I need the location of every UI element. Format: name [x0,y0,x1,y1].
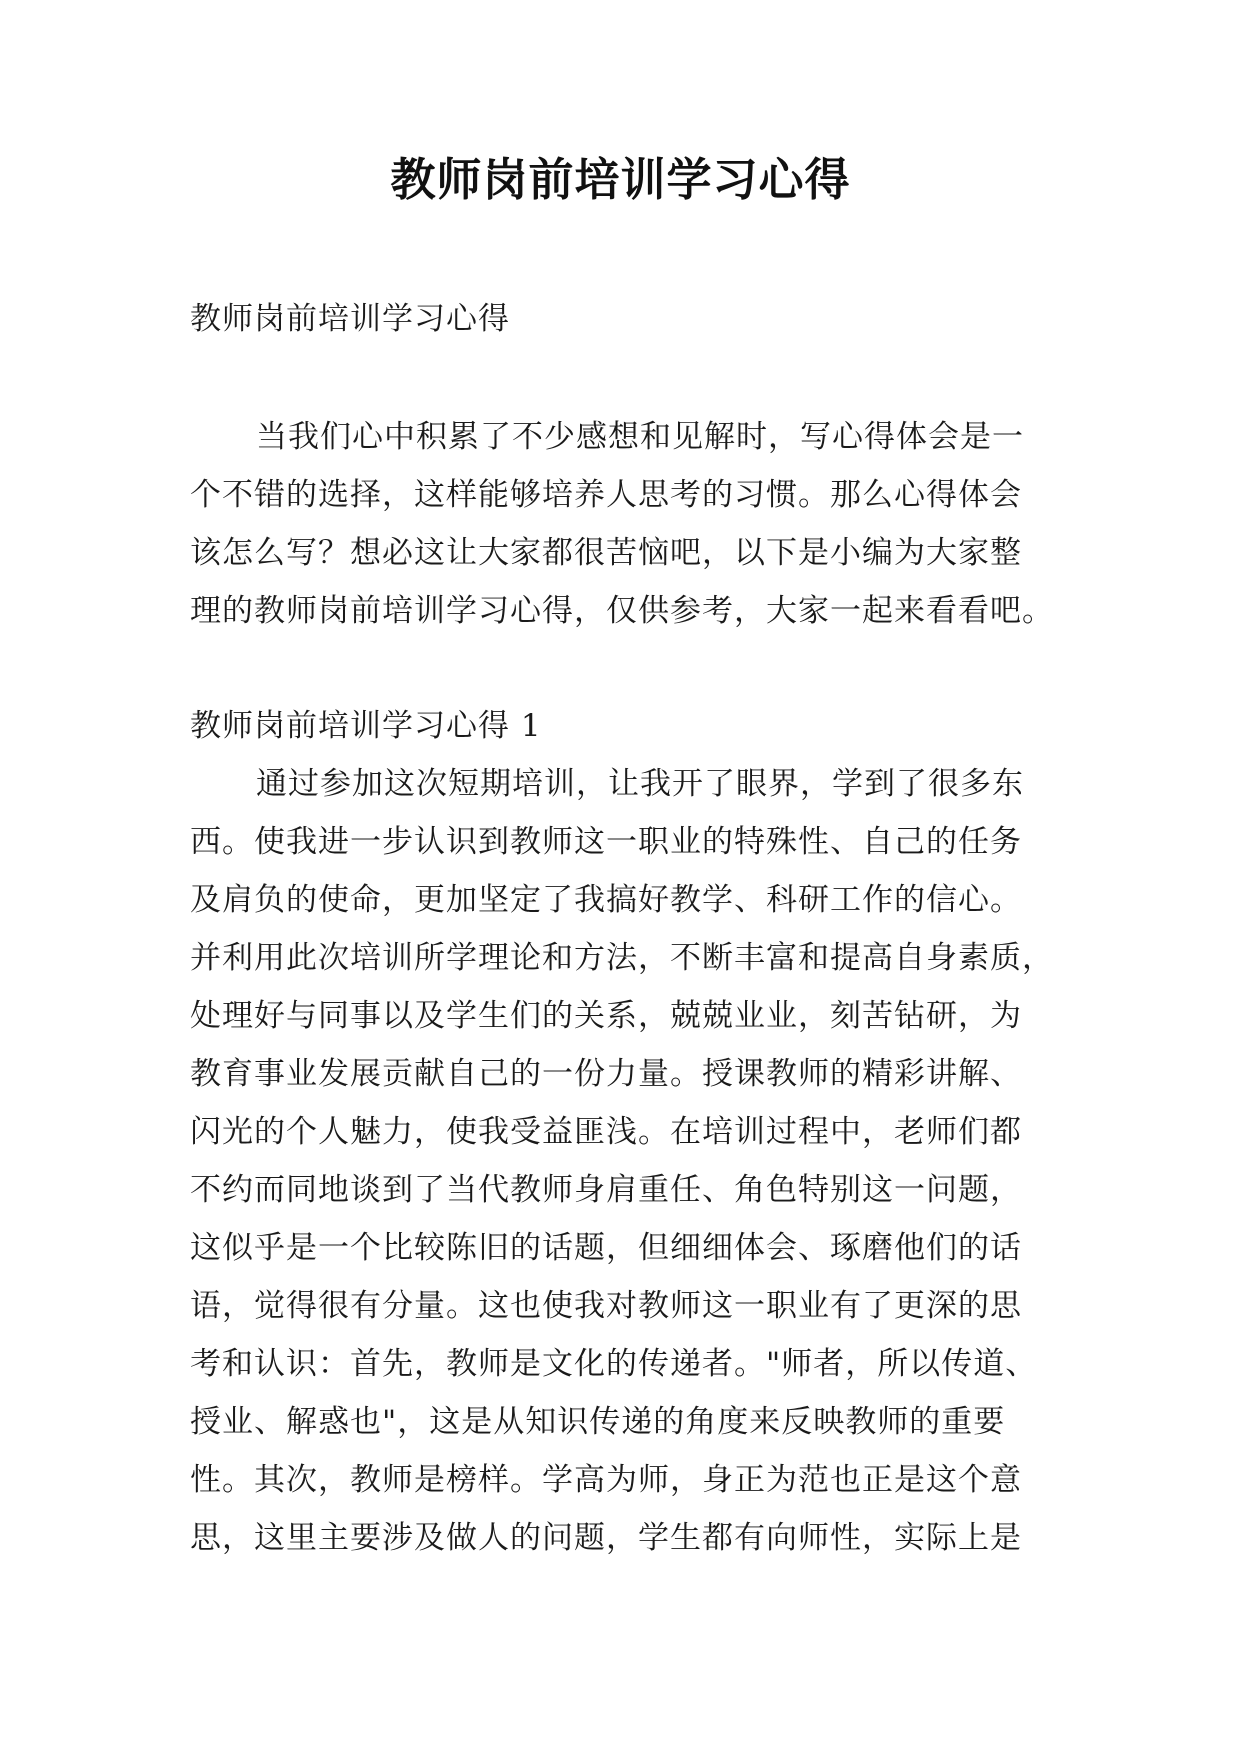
paragraph-line: 当我们心中积累了不少感想和见解时，写心得体会是一 [256,419,1024,455]
paragraph-line: 通过参加这次短期培训，让我开了眼界，学到了很多东 [256,766,1024,802]
document-title: 教师岗前培训学习心得 [390,153,851,206]
paragraph-line: 授业、解惑也"，这是从知识传递的角度来反映教师的重要 [190,1404,1006,1440]
paragraph-line: 语，觉得很有分量。这也使我对教师这一职业有了更深的思 [190,1288,1022,1324]
section-heading [190,697,1056,755]
paragraph-line: 及肩负的使命，更加坚定了我搞好教学、科研工作的信心。 [190,882,1022,918]
paragraph-line: 并利用此次培训所学理论和方法，不断丰富和提高自身素质， [190,940,1054,976]
paragraph-line: 考和认识：首先，教师是文化的传递者。"师者，所以传道、 [190,1346,1038,1382]
paragraph-line: 性。其次，教师是榜样。学高为师，身正为范也正是这个意 [190,1462,1022,1498]
section-heading-text: 教师岗前培训学习心得 1 [190,708,542,744]
paragraph-line: 这似乎是一个比较陈旧的话题，但细细体会、琢磨他们的话 [190,1230,1022,1266]
paragraph-line: 个不错的选择，这样能够培养人思考的习惯。那么心得体会 [190,477,1022,513]
paragraph-line: 思，这里主要涉及做人的问题，学生都有向师性，实际上是 [190,1520,1022,1556]
section-paragraph [190,755,1056,1567]
paragraph-line: 教育事业发展贡献自己的一份力量。授课教师的精彩讲解、 [190,1056,1022,1092]
document-subtitle [190,290,1056,348]
paragraph-line: 闪光的个人魅力，使我受益匪浅。在培训过程中，老师们都 [190,1114,1022,1150]
paragraph-line: 不约而同地谈到了当代教师身肩重任、角色特别这一问题， [190,1172,1022,1208]
paragraph-line: 西。使我进一步认识到教师这一职业的特殊性、自己的任务 [190,824,1022,860]
paragraph-line: 理的教师岗前培训学习心得，仅供参考，大家一起来看看吧。 [190,593,1054,629]
intro-paragraph [190,408,1056,640]
paragraph-line: 该怎么写？想必这让大家都很苦恼吧，以下是小编为大家整 [190,535,1022,571]
subtitle-text: 教师岗前培训学习心得 [190,301,510,337]
paragraph-line: 处理好与同事以及学生们的关系，兢兢业业，刻苦钻研，为 [190,998,1022,1034]
